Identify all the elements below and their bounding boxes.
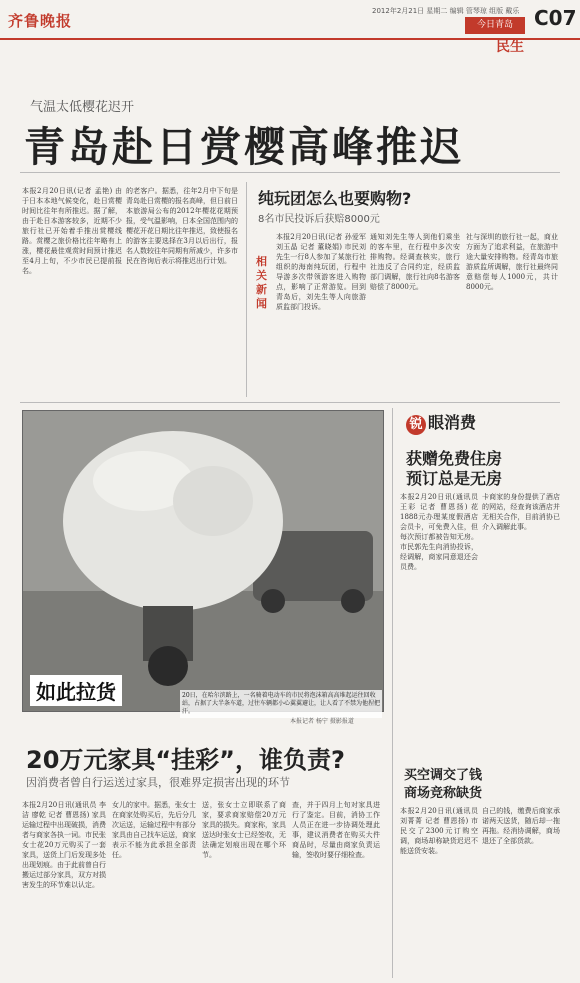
section-name: 民生: [496, 39, 524, 55]
column-tag: [406, 410, 476, 438]
main-subtitle: 气温太低樱花迟开: [30, 100, 135, 115]
divider: [20, 402, 560, 403]
column-headline-3: 买空调交了钱: [404, 768, 483, 783]
side-body-col2: 通知刘先生等人到他们乘坐的客车里，在行程中多次安排购物。经调查核实，旅行社违反了合同约定，经质监部门调解，旅行社向8名游客赔偿了8000元。: [370, 233, 460, 291]
section-tag: 今日青岛: [465, 17, 525, 34]
eye-icon: 锐: [406, 415, 426, 435]
photo-credit: 本报记者 杨宁 摄影报道: [290, 718, 354, 725]
column-body-col2: 卡商家的身份提供了酒店的网站，经查询该酒店并无相关合作，目前消协已介入调解此事。: [482, 493, 560, 531]
side-headline: 纯玩团怎么也要购物?: [258, 189, 412, 208]
related-news-label: 相关新闻: [256, 255, 267, 310]
main-body-col2: 的老客户。据悉，往年2月中下旬是青岛赴日赏樱的报名高峰，但日前日本旅游局公布的2012年樱花花期预报，受气温影响，日本全国范围内的樱花开花日期比往年推迟，致使报名的游客主要选择在3月以后出行，报名人数较往年同期有所减少，许多市民在咨询后表示将推迟出行计划。: [126, 187, 238, 265]
column-body-col4: 自己的钱，缴费后商家承诺两天送货，随后却一拖再拖。经消协调解，商场退还了全部货款。: [482, 807, 560, 845]
page-number: C07: [534, 6, 577, 30]
issue-meta: [372, 6, 519, 16]
newspaper-logo: 齐鲁晚报: [8, 12, 73, 30]
photo-caption: 20日，在哈尔滨路上，一名骑着电动车的市民将泡沫箱高高堆起运往回收站，占据了大半条车道，过往车辆都小心翼翼避让，让人看了不禁为他捏把汗。: [180, 690, 382, 718]
story2-headline: 20万元家具“挂彩”，谁负责?: [26, 746, 345, 774]
column-headline-4: 商场竞称缺货: [404, 786, 483, 801]
column-tag-text: 眼消费: [428, 413, 477, 432]
photo-illustration: [23, 411, 383, 711]
column-body-col1: 本报2月20日讯(通讯员 王彩 记者 曹恩扬) 花1888元办理某度假酒店会员卡，可免费入住，但每次预订都被告知无房。市民郭先生向消协投诉，经调解，商家同意退还会员费。: [400, 493, 478, 571]
column-body-col3: 本报2月20日讯(通讯员 刘菁菁 记者 曹恩扬) 市民交了2300元订购空调，商场却称缺货迟迟不能送货安装。: [400, 807, 478, 855]
side-subtitle: 8名市民投诉后获赔8000元: [258, 214, 380, 225]
page-header: [0, 0, 580, 40]
side-body-col1: 本报2月20日讯(记者 孙爱军 刘玉晶 记者 董晓娟) 市民刘先生一行8人参加了某旅行社组织的海南纯玩团，行程中导游多次带领游客进入购物点，影响了正常游览。回到青岛后，刘先生等人向旅游质监部门投诉。: [276, 233, 366, 311]
story2-body-col1: 本报2月20日讯(通讯员 李洁 廖乾 记者 曹恩扬) 家具运输过程中出现破损，消费者与商家各执一词。市民张女士花20万元购买了一套家具，送货上门后发现多处出现划痕。由于此前曾自行搬运过部分家具，双方对损害发生的环节难以认定。: [22, 801, 106, 889]
photo-caption-headline: 如此拉货: [30, 675, 122, 706]
story2-subtitle: 因消费者曾自行运送过家具，很难界定损害出现的环节: [26, 776, 290, 789]
divider: [246, 182, 247, 397]
story2-body-col4: 查，并于四月上旬对家具进行了鉴定。目前，消协工作人员正在进一步协调处理此事，建议消费者在购买大件商品时，尽量由商家负责运输，签收时要仔细检查。: [292, 801, 380, 859]
side-body-col3: 社与深圳的旅行社一起，商业方面为了追求利益，在旅游中途大量安排购物。经青岛市旅游质监所调解，旅行社最终同意赔偿每人1000元，共计8000元。: [466, 233, 558, 291]
news-photo: [22, 410, 384, 712]
story2-body-col3: 送，张女士立即联系了商家，要求商家赔偿20万元家具的损失。商家称，家具送达时张女士已经签收，无法确定划痕出现在哪个环节。: [202, 801, 286, 859]
divider: [20, 172, 560, 173]
main-headline: 青岛赴日赏樱高峰推迟: [24, 123, 464, 171]
column-headline-2: 预订总是无房: [406, 469, 503, 488]
issue-date: 2012年2月21日 星期二: [372, 7, 448, 15]
story2-body-col2: 女儿的家中。据悉，张女士在商家处购买后，先后分几次运送，运输过程中有部分家具由自己找车运送，商家表示不能为此承担全部责任。: [112, 801, 196, 859]
editors: 编辑 管琴琼 组版 戴乐: [449, 7, 520, 15]
column-headline-1: 获赠免费住房: [406, 449, 503, 468]
divider: [392, 408, 393, 978]
main-body-col1: 本报2月20日讯(记者 孟艳) 由于日本本地气候变化，赴日赏樱时间比往年有所推迟。据了解，由于赴日本游客较多，近期不少旅行社已开始着手推出赏樱线路。赏樱之旅价格比往年略有上涨，樱花最佳观赏时间预计推迟至4月上旬，不少市民已提前报名。: [22, 187, 122, 275]
